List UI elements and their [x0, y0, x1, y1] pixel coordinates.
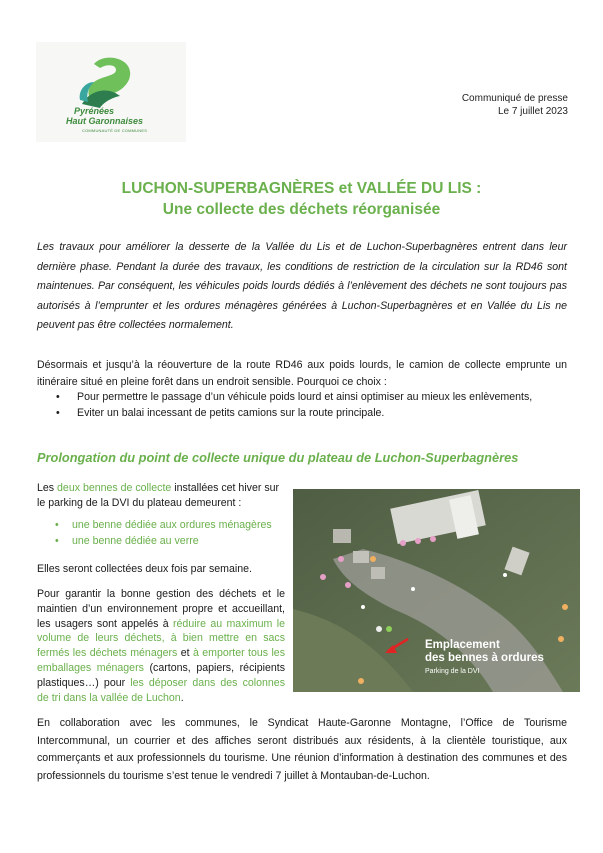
text: (cartons, papiers, récipients plastiques…) pour — [37, 661, 285, 689]
logo-text-line2: Haut Garonnaises — [66, 116, 144, 126]
text: Pour garantir la bonne gestion des déchets et le maintien d’un environnement propre et accueillant, les usagers sont appelés à — [37, 588, 285, 630]
text: installées cet hiver sur le parking de la DVI du plateau demeurent : — [37, 482, 280, 509]
highlight: à emporter tous les emballages ménagers — [37, 647, 285, 674]
closing-paragraph: En collaboration avec les communes, le Syndicat Haute-Garonne Montagne, l’Office de Tourisme Intercommunal, un courrier et des affiches seront distribués aux résidents, à la clientèle touristique, aux commerçants et aux professionnels du tourisme. Une réunion d’information à destination des communes et des professionnels du tourisme s’est tenue le vendredi 7 juillet à Montauban-de-Luchon. — [37, 717, 567, 782]
route-paragraph: Désormais et jusqu’à la réouverture de la route RD46 aux poids lourds, le camion de collecte emprunte un itinéraire situé en pleine forêt dans un endroit sensible. Pourquoi ce choix : — [37, 359, 567, 388]
logo-text-line1: Pyrénées — [74, 106, 115, 116]
frequency-text: Elles seront collectées deux fois par semaine. — [37, 563, 252, 575]
page-subtitle: Une collecte des déchets réorganisée — [162, 201, 441, 218]
list-item: • une benne dédiée aux ordures ménagères — [72, 518, 322, 534]
map-caption-line1: Emplacement — [425, 639, 500, 651]
section-heading: Prolongation du point de collecte unique du plateau de Luchon-Superbagnères — [37, 450, 519, 465]
map-caption-line2: des bennes à ordures — [425, 652, 544, 664]
highlight: deux bennes de collecte — [57, 482, 172, 494]
map-caption — [425, 639, 544, 677]
press-date: Le 7 juillet 2023 — [497, 106, 568, 117]
bennes-list — [37, 518, 322, 549]
bennes-intro — [37, 481, 285, 511]
text: et — [177, 647, 193, 660]
text: Les — [37, 482, 58, 494]
page-title: LUCHON-SUPERBAGNÈRES et VALLÉE DU LIS : — [121, 180, 482, 197]
text: . — [180, 691, 184, 704]
aerial-map-image — [293, 489, 580, 692]
intro-paragraph: Les travaux pour améliorer la desserte de la Vallée du Lis et de Luchon-Superbagnères entrent dans leur dernière phase. Pendant la durée des travaux, les conditions de restriction de la circulation sur la RD46 sont maintenues. Par conséquent, les véhicules poids lourds dédiés à l’enlèvement des déchets ne sont toujours pas autorisés à l’emprunter et les ordures ménagères générées à Luchon-Superbagnères et en Vallée du Lis ne peuvent pas être collectées normalement. — [37, 241, 567, 331]
guidance-paragraph — [37, 587, 285, 705]
map-caption-sub: Parking de la DVI — [425, 668, 480, 675]
logo-emblem-icon — [36, 42, 186, 142]
list-item: • Pour permettre le passage d’un véhicule poids lourd et ainsi optimiser au mieux les enlèvements, — [77, 390, 603, 406]
list-item: • Eviter un balai incessant de petits camions sur la route principale. — [77, 406, 603, 422]
press-header — [462, 92, 568, 118]
highlight: les déposer dans des colonnes de tri dans la vallée de Luchon — [37, 676, 285, 704]
press-label: Communiqué de presse — [461, 93, 568, 104]
list-item: • une benne dédiée au verre — [72, 534, 322, 550]
highlight: réduire au maximum le volume de leurs déchets, à bien mettre en sacs fermés les déchets ménagers — [37, 617, 285, 660]
logo-text-line3: COMMUNAUTÉ DE COMMUNES — [82, 128, 148, 133]
reasons-list — [37, 390, 603, 421]
logo — [36, 42, 186, 142]
